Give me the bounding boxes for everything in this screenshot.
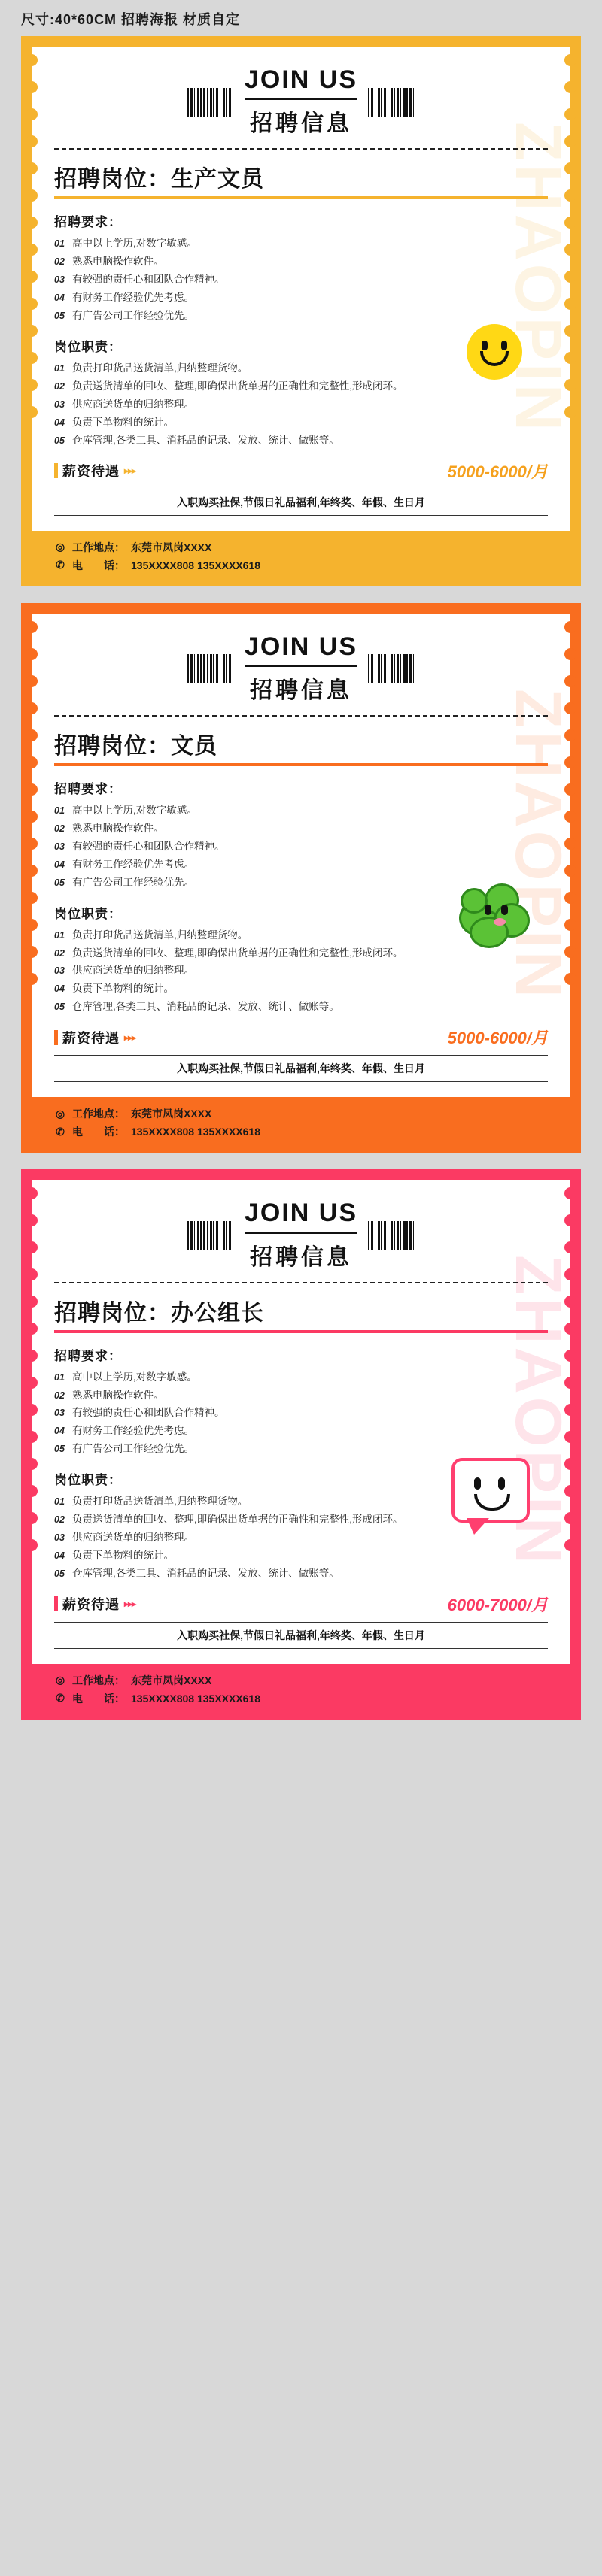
footer-phone xyxy=(54,558,548,573)
requirements-title: 招聘要求： xyxy=(54,782,122,796)
requirement-text: 有广告公司工作经验优先。 xyxy=(72,876,194,888)
footer-location-label: 工作地点： xyxy=(72,541,125,553)
salary-label: 薪资待遇 xyxy=(62,1030,120,1046)
requirement-number: 04 xyxy=(54,292,65,304)
requirement-item xyxy=(54,254,548,270)
duty-item xyxy=(54,379,548,395)
perks-text: 入职购买社保,节假日礼品福利,年终奖、年假、生日月 xyxy=(54,1055,548,1082)
duty-number: 05 xyxy=(54,435,65,446)
duty-text: 供应商送货单的归纳整理。 xyxy=(72,1532,194,1544)
joinus-center xyxy=(245,66,357,138)
joinus-header xyxy=(54,66,548,138)
duty-number: 01 xyxy=(54,929,65,941)
requirement-number: 05 xyxy=(54,1444,65,1455)
footer-phone xyxy=(54,1124,548,1139)
footer-location-label: 工作地点： xyxy=(72,1674,125,1687)
footer-phone-value: 135XXXX808 135XXXX618 xyxy=(131,559,261,571)
requirement-number: 01 xyxy=(54,238,65,250)
requirement-text: 熟悉电脑操作软件。 xyxy=(72,822,164,834)
location-pin-icon: ◎ xyxy=(55,1674,65,1687)
duty-item xyxy=(54,1512,548,1528)
joinus-divider xyxy=(245,98,357,100)
duty-text: 仓库管理,各类工具、消耗品的记录、发放、统计、做账等。 xyxy=(72,1001,339,1013)
salary-accent-bar xyxy=(54,463,58,478)
poster-card xyxy=(32,614,574,1098)
poster-yellow xyxy=(21,36,581,586)
perks-text: 入职购买社保,节假日礼品福利,年终奖、年假、生日月 xyxy=(54,1622,548,1649)
joinus-divider xyxy=(245,1232,357,1234)
duty-number: 05 xyxy=(54,1568,65,1579)
duty-number: 01 xyxy=(54,363,65,374)
requirement-item xyxy=(54,1405,548,1421)
joinus-header xyxy=(54,633,548,705)
duties-title: 岗位职责： xyxy=(54,906,122,921)
salary-value: 5000-6000/月 xyxy=(447,462,548,481)
duty-text: 负责下单物料的统计。 xyxy=(72,1549,174,1561)
footer-phone-value: 135XXXX808 135XXXX618 xyxy=(131,1126,261,1138)
phone-icon: ✆ xyxy=(56,1125,65,1138)
joinus-title: JOIN US xyxy=(244,632,358,661)
requirement-item xyxy=(54,1423,548,1439)
duty-number: 04 xyxy=(54,1550,65,1561)
duty-text: 供应商送货单的归纳整理。 xyxy=(72,965,194,977)
requirement-text: 高中以上学历,对数字敏感。 xyxy=(72,805,197,816)
requirement-text: 有财务工作经验优先考虑。 xyxy=(72,292,194,304)
footer-phone-label: 电 话： xyxy=(72,1692,125,1705)
joinus-header xyxy=(54,1199,548,1271)
footer-phone xyxy=(54,1691,548,1706)
position-title: 招聘岗位：文员 xyxy=(54,734,217,759)
arrows-icon: ▸▸▸ xyxy=(124,465,136,477)
poster-body xyxy=(54,211,548,448)
barcode-right-icon xyxy=(368,88,415,117)
duty-item xyxy=(54,999,548,1015)
requirement-number: 05 xyxy=(54,877,65,888)
requirement-number: 02 xyxy=(54,1390,65,1401)
poster-section-poster-pink xyxy=(0,1169,602,1736)
requirement-item xyxy=(54,1441,548,1457)
requirement-item xyxy=(54,1388,548,1404)
barcode-left-icon xyxy=(187,1221,234,1250)
requirement-text: 熟悉电脑操作软件。 xyxy=(72,1389,164,1401)
dashed-separator xyxy=(54,148,548,150)
joinus-center xyxy=(245,633,357,705)
duty-number: 02 xyxy=(54,947,65,959)
barcode-left-icon xyxy=(187,88,234,117)
barcode-right-icon xyxy=(368,1221,415,1250)
requirement-item xyxy=(54,875,548,891)
phone-icon: ✆ xyxy=(56,1692,65,1705)
position-underline xyxy=(54,1330,548,1333)
duty-text: 负责打印货品送货清单,归纳整理货物。 xyxy=(72,362,248,374)
requirement-item xyxy=(54,290,548,306)
joinus-subtitle: 招聘信息 xyxy=(249,111,352,137)
requirements-title: 招聘要求： xyxy=(54,215,122,230)
duty-number: 02 xyxy=(54,1514,65,1526)
poster-section-poster-orange xyxy=(0,603,602,1170)
requirement-item xyxy=(54,857,548,873)
requirement-text: 熟悉电脑操作软件。 xyxy=(72,256,164,268)
footer-location-value: 东莞市凤岗XXXX xyxy=(131,541,212,553)
requirement-number: 03 xyxy=(54,841,65,852)
duty-number: 04 xyxy=(54,417,65,428)
duty-text: 负责下单物料的统计。 xyxy=(72,983,174,995)
requirement-number: 01 xyxy=(54,1371,65,1383)
page-header: 尺寸:40*60CM 招聘海报 材质自定 xyxy=(21,12,241,27)
salary-label: 薪资待遇 xyxy=(62,1597,120,1613)
requirement-text: 有财务工作经验优先考虑。 xyxy=(72,858,194,870)
footer-location xyxy=(54,1673,548,1688)
salary-value: 6000-7000/月 xyxy=(447,1595,548,1614)
requirement-number: 01 xyxy=(54,805,65,816)
requirement-number: 04 xyxy=(54,859,65,870)
requirement-item xyxy=(54,839,548,855)
position-underline xyxy=(54,763,548,766)
requirement-item xyxy=(54,308,548,324)
requirement-item xyxy=(54,821,548,837)
duty-text: 仓库管理,各类工具、消耗品的记录、发放、统计、做账等。 xyxy=(72,434,339,446)
salary-left xyxy=(54,1594,135,1614)
requirement-number: 03 xyxy=(54,274,65,286)
duty-number: 02 xyxy=(54,380,65,392)
location-pin-icon: ◎ xyxy=(55,1107,65,1120)
footer-location-value: 东莞市凤岗XXXX xyxy=(131,1108,212,1120)
footer-location xyxy=(54,1106,548,1121)
position-title: 招聘岗位：办公组长 xyxy=(54,1300,264,1326)
poster-section-poster-yellow xyxy=(0,36,602,603)
requirements-title: 招聘要求： xyxy=(54,1348,122,1363)
position-title: 招聘岗位：生产文员 xyxy=(54,167,264,192)
duty-text: 负责打印货品送货清单,归纳整理货物。 xyxy=(72,1496,248,1508)
duties-title: 岗位职责： xyxy=(54,340,122,354)
duty-item xyxy=(54,415,548,431)
salary-left xyxy=(54,461,135,480)
duty-text: 负责送货清单的回收、整理,即确保出货单据的正确性和完整性,形成闭环。 xyxy=(72,947,403,959)
duty-item xyxy=(54,963,548,979)
requirement-text: 有广告公司工作经验优先。 xyxy=(72,310,194,322)
joinus-subtitle: 招聘信息 xyxy=(249,1244,352,1270)
duty-item xyxy=(54,1530,548,1546)
arrows-icon: ▸▸▸ xyxy=(124,1599,136,1610)
duty-number: 03 xyxy=(54,399,65,410)
salary-left xyxy=(54,1028,135,1047)
requirement-number: 05 xyxy=(54,311,65,322)
salary-row xyxy=(54,1593,548,1616)
requirement-text: 有财务工作经验优先考虑。 xyxy=(72,1425,194,1437)
duty-item xyxy=(54,1494,548,1510)
position-underline xyxy=(54,196,548,199)
salary-row xyxy=(54,1026,548,1049)
requirement-text: 有广告公司工作经验优先。 xyxy=(72,1443,194,1455)
requirement-number: 03 xyxy=(54,1408,65,1419)
duty-text: 仓库管理,各类工具、消耗品的记录、发放、统计、做账等。 xyxy=(72,1567,339,1579)
salary-row xyxy=(54,459,548,483)
duty-text: 负责下单物料的统计。 xyxy=(72,416,174,428)
duty-item xyxy=(54,981,548,997)
poster-body xyxy=(54,778,548,1015)
requirement-item xyxy=(54,272,548,288)
requirement-item xyxy=(54,236,548,252)
requirement-text: 有较强的责任心和团队合作精神。 xyxy=(72,1407,225,1419)
duty-text: 负责送货清单的回收、整理,即确保出货单据的正确性和完整性,形成闭环。 xyxy=(72,1514,403,1526)
dashed-separator xyxy=(54,1282,548,1283)
watermark-text: ZHAOPIN xyxy=(502,688,574,1001)
duty-item xyxy=(54,1566,548,1582)
requirement-text: 有较强的责任心和团队合作精神。 xyxy=(72,840,225,852)
duty-number: 05 xyxy=(54,1002,65,1013)
watermark-text: ZHAOPIN xyxy=(502,1255,574,1568)
poster-pink xyxy=(21,1169,581,1720)
footer-location xyxy=(54,540,548,555)
requirement-text: 有较强的责任心和团队合作精神。 xyxy=(72,274,225,286)
requirement-item xyxy=(54,1370,548,1386)
duty-number: 04 xyxy=(54,983,65,995)
duty-item xyxy=(54,433,548,449)
poster-orange xyxy=(21,603,581,1153)
poster-footer xyxy=(32,1664,570,1720)
footer-phone-label: 电 话： xyxy=(72,559,125,571)
duty-item xyxy=(54,397,548,413)
footer-location-value: 东莞市凤岗XXXX xyxy=(131,1674,212,1687)
duties-title: 岗位职责： xyxy=(54,1473,122,1488)
duty-number: 03 xyxy=(54,965,65,977)
dashed-separator xyxy=(54,715,548,717)
duty-text: 供应商送货单的归纳整理。 xyxy=(72,398,194,410)
requirement-number: 04 xyxy=(54,1426,65,1437)
poster-footer xyxy=(32,1097,570,1153)
duty-item xyxy=(54,361,548,377)
poster-footer xyxy=(32,531,570,586)
requirement-number: 02 xyxy=(54,256,65,268)
requirement-item xyxy=(54,803,548,819)
poster-card xyxy=(32,1180,574,1664)
duty-text: 负责打印货品送货清单,归纳整理货物。 xyxy=(72,929,248,941)
joinus-title: JOIN US xyxy=(244,1199,358,1228)
duty-number: 01 xyxy=(54,1496,65,1508)
posters-container xyxy=(0,36,602,1736)
footer-location-label: 工作地点： xyxy=(72,1108,125,1120)
duty-item xyxy=(54,1548,548,1564)
barcode-right-icon xyxy=(368,654,415,683)
joinus-title: JOIN US xyxy=(244,65,358,94)
joinus-divider xyxy=(245,665,357,667)
poster-card xyxy=(32,47,574,531)
salary-value: 5000-6000/月 xyxy=(447,1029,548,1048)
watermark-text: ZHAOPIN xyxy=(502,122,574,434)
requirement-number: 02 xyxy=(54,823,65,834)
footer-phone-value: 135XXXX808 135XXXX618 xyxy=(131,1692,261,1705)
duty-text: 负责送货清单的回收、整理,即确保出货单据的正确性和完整性,形成闭环。 xyxy=(72,380,403,392)
perks-text: 入职购买社保,节假日礼品福利,年终奖、年假、生日月 xyxy=(54,489,548,516)
location-pin-icon: ◎ xyxy=(55,541,65,553)
salary-label: 薪资待遇 xyxy=(62,464,120,480)
phone-icon: ✆ xyxy=(56,559,65,571)
requirement-text: 高中以上学历,对数字敏感。 xyxy=(72,1371,197,1383)
salary-accent-bar xyxy=(54,1596,58,1611)
duty-item xyxy=(54,946,548,962)
salary-accent-bar xyxy=(54,1030,58,1045)
duty-item xyxy=(54,928,548,944)
barcode-left-icon xyxy=(187,654,234,683)
poster-body xyxy=(54,1345,548,1582)
footer-phone-label: 电 话： xyxy=(72,1126,125,1138)
joinus-subtitle: 招聘信息 xyxy=(249,678,352,703)
joinus-center xyxy=(245,1199,357,1271)
requirement-text: 高中以上学历,对数字敏感。 xyxy=(72,238,197,250)
duty-number: 03 xyxy=(54,1532,65,1544)
arrows-icon: ▸▸▸ xyxy=(124,1032,136,1043)
